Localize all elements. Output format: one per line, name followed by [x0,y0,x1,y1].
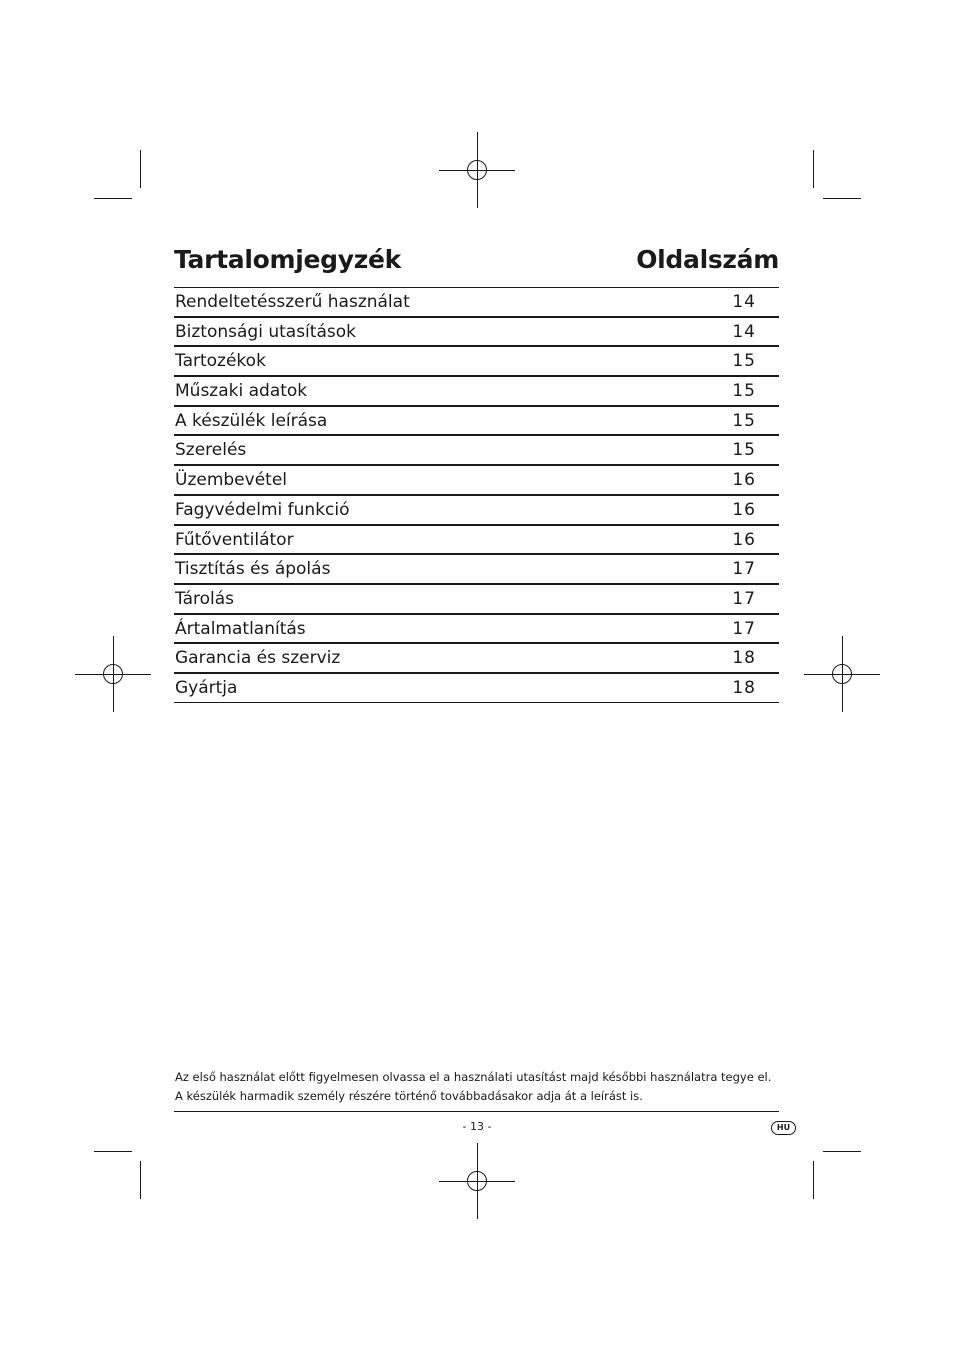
usage-note-line: A készülék harmadik személy részére történő továbbadásakor adja át a leírást is. [175,1089,643,1103]
toc-entry-page: 16 [732,499,756,520]
toc-entry-page: 15 [732,381,756,402]
toc-entry-label: Tárolás [175,588,235,609]
toc-entry-label: Biztonsági utasítások [175,321,356,342]
toc-entry-page: 15 [732,410,756,431]
toc-entry-page: 16 [732,529,756,550]
toc-entry[interactable] [174,465,779,495]
toc-entry-page: 14 [732,321,756,342]
usage-note-line: Az első használat előtt figyelmesen olvassa el a használati utasítást majd későbbi használatra tegye el. [175,1070,772,1084]
toc-entry-label: Ártalmatlanítás [175,618,306,639]
toc-entry[interactable] [174,584,779,614]
footer-divider [174,1111,779,1112]
toc-entry-page: 17 [732,618,756,639]
toc-entry-label: Tartozékok [175,351,266,372]
toc-entry[interactable] [174,406,779,436]
toc-entry[interactable] [174,435,779,465]
toc-entry[interactable] [174,495,779,525]
toc-entry-page: 15 [732,351,756,372]
toc-entry[interactable] [174,643,779,673]
crop-mark [823,1151,861,1152]
toc-entry[interactable] [174,614,779,644]
toc-entry-label: Garancia és szerviz [175,648,341,669]
crop-mark [140,1161,141,1199]
toc-entry-page: 18 [732,677,756,698]
toc-entry-label: Fűtőventilátor [175,529,294,550]
toc-entry[interactable] [174,287,779,317]
toc-entry-page: 18 [732,648,756,669]
toc-entry-page: 17 [732,588,756,609]
toc-entry[interactable] [174,346,779,376]
toc-header [174,243,779,277]
toc-page-heading: Oldalszám [636,245,779,274]
toc-entry-label: Szerelés [175,440,247,461]
toc-entry-label: Gyártja [175,677,238,698]
toc-entry-page: 15 [732,440,756,461]
page-number: - 13 - [462,1120,492,1133]
toc-entry[interactable] [174,525,779,555]
toc-entry-label: Rendeltetésszerű használat [175,292,410,312]
toc-entry-page: 17 [732,559,756,580]
language-badge: HU [771,1121,796,1135]
toc-entry-label: Tisztítás és ápolás [175,559,331,580]
toc-entry-label: Üzembevétel [175,470,288,491]
usage-note [175,1068,775,1106]
toc-entry-page: 14 [732,292,756,312]
toc-entry-label: Fagyvédelmi funkció [175,499,350,520]
crop-mark [140,150,141,188]
toc-title: Tartalomjegyzék [174,245,401,274]
toc-entry[interactable] [174,673,779,703]
toc-entry-label: A készülék leírása [175,410,328,431]
toc-entry[interactable] [174,376,779,406]
crop-mark [823,198,861,199]
toc-entry-label: Műszaki adatok [175,381,308,402]
toc-entry[interactable] [174,317,779,347]
crop-mark [94,1151,132,1152]
crop-mark [94,198,132,199]
crop-mark [813,1161,814,1199]
toc-list [174,287,779,703]
toc-entry[interactable] [174,554,779,584]
toc-entry-page: 16 [732,470,756,491]
crop-mark [813,150,814,188]
